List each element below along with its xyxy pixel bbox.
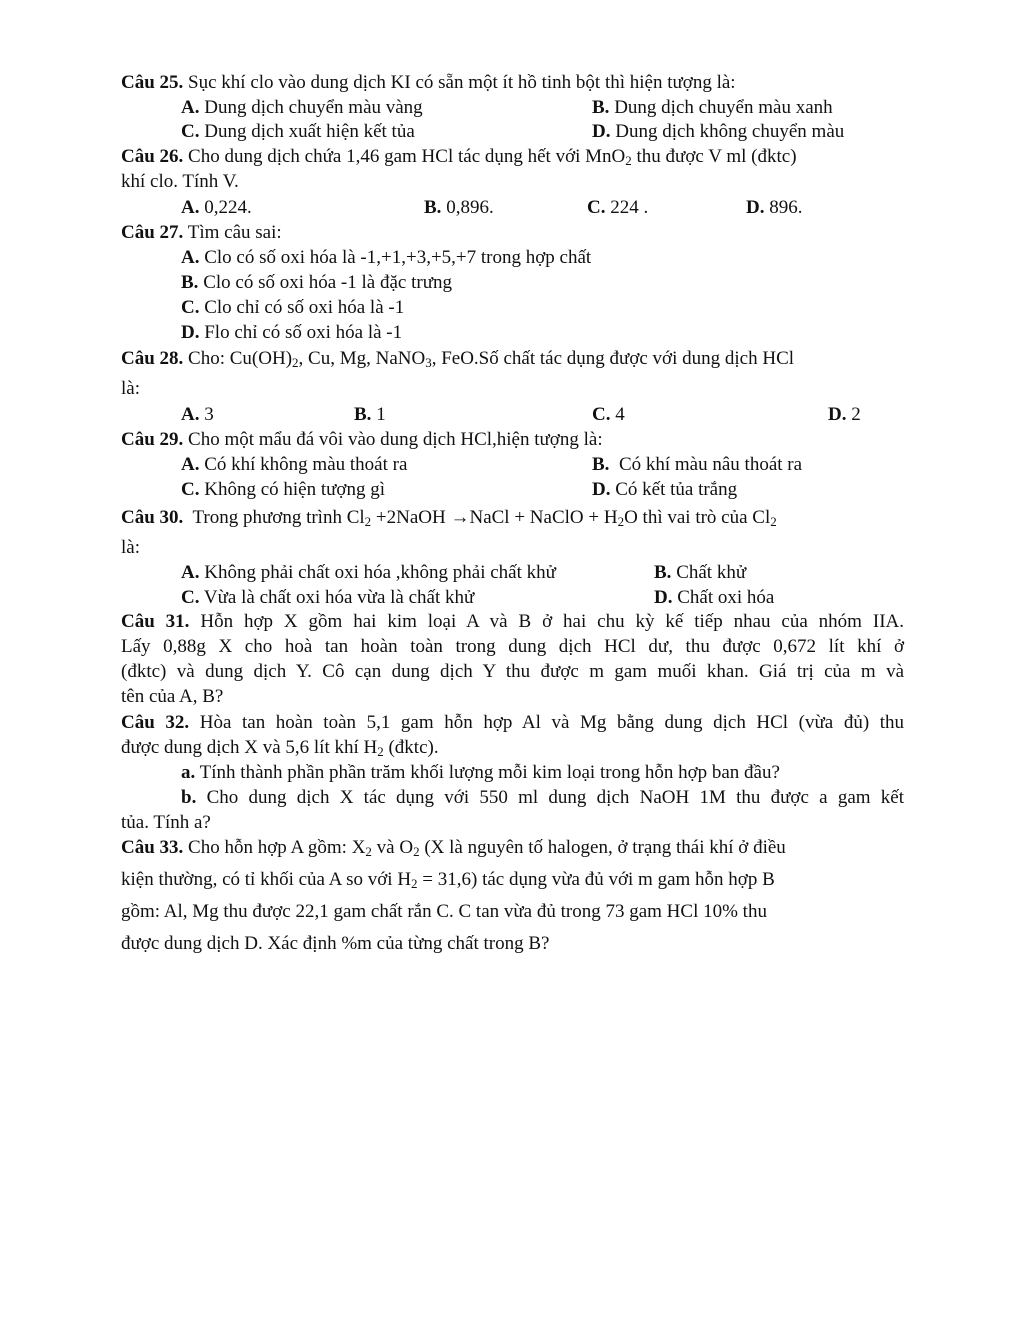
question-number: Câu 25. <box>121 72 184 93</box>
subquestion-b: b. Cho dung dịch X tác dụng với 550 ml dung dịch NaOH 1M thu được a gam kết <box>181 787 904 808</box>
question-28: Câu 28. Cho: $Cu(OH)_2$, Cu, Mg, NaNO$_3$, FeO.Số chất tác dụng được với dung dịch HCl <box>121 348 795 370</box>
option-b: B. Clo có số oxi hóa -1 là đặc trưng <box>181 272 452 293</box>
question-31-line2: Lấy 0,88g X cho hoà tan hoàn toàn trong dung dịch HCl dư, thu được 0,672 lít khí ở <box>121 636 904 657</box>
question-28-line2: là: <box>121 378 140 399</box>
option-a: A. Dung dịch chuyển màu vàng <box>181 97 423 118</box>
question-number: Câu 28. <box>121 348 184 369</box>
question-30: Câu 30. Trong phương trình $Cl_2$ +2NaOH →NaCl + NaClO + $H_2O$ thì vai trò của $Cl_2$ <box>121 507 777 529</box>
question-number: Câu 30. <box>121 507 184 528</box>
option-a: A. 0,224. <box>181 197 252 218</box>
option-c: C. Không có hiện tượng gì <box>181 479 386 500</box>
question-text: Sục khí clo vào dung dịch KI có sẵn một ít hồ tinh bột thì hiện tượng là: <box>188 72 736 93</box>
question-33-line2: kiện thường, có tỉ khối của A so với $H_2 = 31,6$) tác dụng vừa đủ với m gam hỗn hợp B <box>121 869 775 891</box>
option-c: C. 224 . <box>587 197 649 218</box>
option-c: C. 4 <box>592 404 625 425</box>
option-a: A. Không phải chất oxi hóa ,không phải chất khử <box>181 562 556 583</box>
question-number: Câu 27. <box>121 222 184 243</box>
question-number: Câu 33. <box>121 837 184 858</box>
question-33: Câu 33. Cho hỗn hợp A gồm: $X_2$ và $O_2$ (X là nguyên tố halogen, ở trạng thái khí ở điều <box>121 837 786 859</box>
option-d: D. Chất oxi hóa <box>654 587 775 608</box>
option-d: D. 2 <box>828 404 861 425</box>
option-d: D. Có kết tủa trắng <box>592 479 738 500</box>
option-a: A. 3 <box>181 404 214 425</box>
option-c: C. Clo chỉ có số oxi hóa là -1 <box>181 297 405 318</box>
question-33-line3: gồm: Al, Mg thu được 22,1 gam chất rắn C. C tan vừa đủ trong 73 gam HCl 10% thu <box>121 901 767 922</box>
subquestion-a: a. Tính thành phần phần trăm khối lượng mỗi kim loại trong hỗn hợp ban đầu? <box>181 762 780 783</box>
question-32: Câu 32. Hòa tan hoàn toàn 5,1 gam hỗn hợp Al và Mg bằng dung dịch HCl (vừa đủ) thu <box>121 712 905 733</box>
option-c: C. Dung dịch xuất hiện kết tủa <box>181 121 415 142</box>
option-c: C. Vừa là chất oxi hóa vừa là chất khử <box>181 587 475 608</box>
question-30-line2: là: <box>121 537 140 558</box>
question-27: Câu 27. Tìm câu sai: <box>121 222 282 243</box>
question-number: Câu 29. <box>121 429 184 450</box>
option-d: D. Flo chỉ có số oxi hóa là -1 <box>181 322 403 343</box>
option-a: A. Có khí không màu thoát ra <box>181 454 408 475</box>
question-32-line2: được dung dịch X và 5,6 lít khí $H_2$ (đktc). <box>121 737 439 759</box>
option-d: D. 896. <box>746 197 803 218</box>
option-b: B. Dung dịch chuyển màu xanh <box>592 97 833 118</box>
question-31-line3: (đktc) và dung dịch Y. Cô cạn dung dịch Y thu được m gam muối khan. Giá trị của m và <box>121 661 904 682</box>
subquestion-b-line2: tủa. Tính a? <box>121 812 211 833</box>
question-31-line4: tên của A, B? <box>121 686 224 707</box>
question-number: Câu 32. <box>121 712 190 733</box>
question-number: Câu 31. <box>121 611 190 632</box>
question-number: Câu 26. <box>121 146 184 167</box>
option-b: B. 0,896. <box>424 197 494 218</box>
option-a: A. Clo có số oxi hóa là -1,+1,+3,+5,+7 trong hợp chất <box>181 247 592 268</box>
option-d: D. Dung dịch không chuyển màu <box>592 121 845 142</box>
question-26-line2: khí clo. Tính V. <box>121 171 239 192</box>
option-b: B. Chất khử <box>654 562 747 583</box>
option-b: B. 1 <box>354 404 386 425</box>
question-33-line4: được dung dịch D. Xác định %m của từng chất trong B? <box>121 933 550 954</box>
question-31: Câu 31. Hỗn hợp X gồm hai kim loại A và B ở hai chu kỳ kế tiếp nhau của nhóm IIA. <box>121 611 904 632</box>
option-b: B. Có khí màu nâu thoát ra <box>592 454 803 475</box>
question-26: Câu 26. Cho dung dịch chứa 1,46 gam HCl tác dụng hết với MnO$_2$ thu được V ml (đktc) <box>121 146 797 168</box>
question-29: Câu 29. Cho một mẩu đá vôi vào dung dịch HCl,hiện tượng là: <box>121 429 603 450</box>
question-25 <box>121 72 736 94</box>
